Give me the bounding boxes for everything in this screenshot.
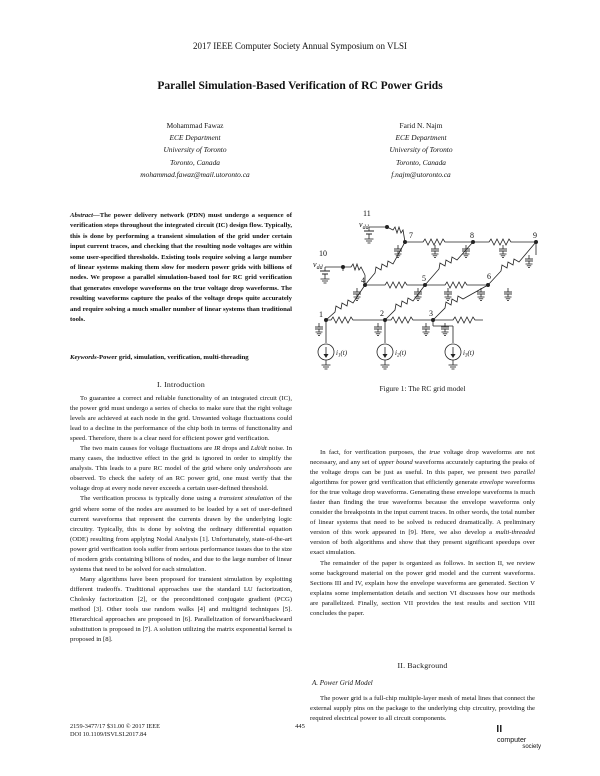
author-block-1	[85, 120, 305, 181]
capacitor	[422, 323, 430, 336]
author-name: Farid N. Najm	[399, 121, 443, 130]
text-run: multi-threaded	[495, 529, 535, 537]
author-email: mohammad.fawaz@mail.utoronto.ca	[140, 169, 250, 179]
node-label: 2	[380, 309, 384, 318]
vdd-label	[313, 260, 324, 271]
text-run: envelope	[479, 479, 504, 487]
vdd-symbol: v	[359, 220, 363, 229]
text-run: The two main causes for voltage fluctuations are	[80, 445, 215, 453]
text-run: transient simulation	[218, 495, 274, 503]
text-run: algorithms for power grid verification that efficiently generate	[310, 479, 480, 487]
doi-line: DOI 10.1109/ISVLSI.2017.84	[70, 731, 147, 739]
author-name: Mohammad Fawaz	[166, 121, 224, 130]
source-arg: (t)	[399, 349, 407, 357]
abstract-label: Abstract	[70, 212, 94, 219]
computer-society-logo	[497, 719, 541, 750]
copyright-line: 2159-3477/17 $31.00 © 2017 IEEE	[70, 723, 160, 730]
author-dept: ECE Department	[169, 133, 221, 143]
resistor	[433, 285, 488, 320]
text-run: In fact, for verification purposes, the	[320, 449, 430, 456]
figure-caption: Figure 1: The RC grid model	[379, 384, 466, 393]
keywords	[70, 353, 292, 363]
resistor	[433, 317, 483, 323]
vdd-symbol: v	[313, 260, 317, 269]
introduction-body	[70, 394, 292, 645]
grid-node	[403, 240, 407, 244]
author-university: University of Toronto	[163, 145, 227, 155]
logo-text: computer	[497, 737, 527, 744]
author-email: f.najm@utoronto.ca	[391, 169, 451, 179]
resistor	[473, 239, 536, 245]
paragraph	[70, 444, 292, 494]
capacitor	[374, 323, 382, 336]
right-column-body	[310, 448, 535, 619]
capacitor	[525, 255, 533, 268]
node-label: 5	[422, 274, 426, 283]
grid-node	[423, 283, 427, 287]
paragraph: The remainder of the paper is organized as follows. In section II, we review some background material on the power grid model and the current waveforms. Sections III and IV, explain how the envelope waveforms are generated. Section V explains some implementation details and section VI discusses how our methods are parallelized. Finally, section VII provides the test results and section VIII concludes the paper.	[310, 559, 535, 617]
source-subscript: 1	[337, 353, 341, 359]
text-run: voltage drop waveforms are not necessary, and any set of	[310, 449, 535, 467]
paragraph: To guarantee a correct and reliable functionality of an integrated circuit (IC), the power grid must undergo a series of checks to make sure that the right voltage levels are achieved at each node in the grid. Unwanted voltage fluctuations could lead to a decline in the performance of the chip both in terms of functionality and speed. Therefore, there is a clear need for efficient power grid verification.	[70, 395, 292, 443]
node-label: 8	[470, 231, 474, 240]
source-label	[395, 349, 407, 359]
resistor	[343, 264, 365, 275]
text-run: version of both algorithms and show that they present significant speedups over exact simulation.	[310, 539, 535, 557]
text-run: true	[429, 449, 441, 456]
capacitor	[504, 288, 512, 301]
rc-grid-figure	[305, 205, 545, 383]
node-label: 4	[361, 276, 365, 285]
capacitor	[394, 245, 402, 258]
source-arg: (t)	[467, 349, 475, 357]
resistor	[405, 239, 473, 245]
resistor	[425, 282, 488, 288]
abstract-text: —The power delivery network (PDN) must undergo a sequence of verification steps throughout the integrated circuit (IC) design flow. Typically, this is done by performing a transient simulation of the grid under certain input current traces, and checking that the resulting node voltages are within some user-specified thresholds. Existing tools require solving a large number of linear systems making them slow for modern power grids with billions of nodes. We propose a parallel simulation-based tool for RC grid verification that generates envelope waveforms on the true voltage drop waveforms. The resulting waveforms capture the peaks of the voltage drops quite accurately and require solving a much smaller number of linear systems than traditional tools.	[70, 212, 292, 324]
node-label: 7	[409, 231, 413, 240]
resistor	[365, 282, 425, 288]
node-label: 1	[319, 310, 323, 319]
text-run: parallel	[513, 469, 535, 477]
paper-title: Parallel Simulation-Based Verification of RC Power Grids	[157, 80, 443, 92]
section-heading-background: II. Background	[397, 661, 448, 670]
resistor	[387, 227, 405, 242]
author-university: University of Toronto	[389, 145, 453, 155]
text-run: of the grid where some of the nodes are assumed to be loaded by a set of user-defined current waveforms that represent the currents drawn by the underlying logic circuitry. Typically, this is done by solving the ordinary differential equation (ODE) resulting from applying Nodal Analysis [1]. Unfortunately, state-of-the-art power grid verification tools suffer from serious performance issues due to the size of modern grids containing billions of nodes, and due to the large number of linear systems that need to be solved for each simulation.	[70, 495, 292, 573]
author-dept: ECE Department	[395, 133, 447, 143]
vdd-subscript: dd	[362, 225, 369, 231]
node-label: 10	[319, 249, 327, 258]
conference-header: 2017 IEEE Computer Society Annual Symposium on VLSI	[192, 41, 408, 51]
text-run: waveforms accurately capturing the peaks of the voltage drops can be just as useful. In this paper, we present two	[310, 459, 535, 477]
vdd-label	[359, 220, 370, 231]
grid-node	[534, 240, 538, 244]
source-subscript: 3	[464, 353, 468, 359]
text-run: drops and	[220, 445, 251, 453]
source-labels	[336, 349, 475, 359]
node-label: 6	[487, 272, 491, 281]
capacitor	[431, 245, 439, 258]
capacitor	[441, 323, 449, 336]
page-number: 445	[295, 723, 305, 730]
author-city: Toronto, Canada	[170, 157, 220, 167]
section-heading-introduction: I. Introduction	[156, 380, 206, 389]
author-city: Toronto, Canada	[396, 157, 446, 167]
text-run: The verification process is typically done using a	[80, 495, 219, 503]
text-run: IR	[214, 445, 221, 453]
grid-node	[471, 240, 475, 244]
keywords-text: -Power grid, simulation, verification, multi-threading	[96, 354, 249, 361]
source-label	[336, 349, 348, 359]
abstract	[70, 211, 292, 325]
node-label: 11	[363, 209, 371, 218]
vdd-subscript: dd	[316, 265, 323, 271]
source-arg: (t)	[340, 349, 348, 357]
resistor	[385, 285, 425, 320]
resistor	[326, 285, 365, 320]
capacitor	[353, 288, 361, 301]
paragraph: Many algorithms have been proposed for transient simulation by exploiting different tradeoffs. Traditional approaches use the standard LU factorization, Cholesky factorization [2], or the preconditioned conjugate gradient (PCG) method [3]. Other tools use random walks [4] and multigrid techniques [5]. Hierarchical approaches are proposed in [6]. Parallelization of forward/backward substitution is proposed in [7]. A solution utilizing the matrix exponential kernel is proposed in [8].	[70, 575, 292, 644]
vdd-labels	[313, 220, 370, 271]
text-run: waveforms for the true voltage drop waveforms. Generating these envelope waveforms is much faster than finding the true waveforms because the envelope waveforms only consider the breakpoints in the input current traces. In other words, the total number of linear systems that need to be solved is reduced dramatically. A preliminary version of this work appeared in [9]. Here, we also develop a	[310, 479, 535, 537]
source-symbol: i	[336, 349, 338, 357]
text-run: upper bound	[378, 459, 413, 467]
text-run: are observed. To check the safety of an RC power grid, one must verify that the voltage drop at every node never exceeds a certain user-defined threshold.	[70, 465, 292, 493]
text-run: undershoots	[248, 465, 282, 473]
keywords-label: Keywords	[70, 354, 97, 361]
vdd-source-10	[320, 267, 343, 283]
paragraph: The power grid is a full-chip multiple-layer mesh of metal lines that connect the external supply pins on the package to the underlying chip circuitry, providing the required electrical power to all circuit components.	[310, 695, 535, 723]
capacitor	[477, 288, 485, 301]
ieee-mark-icon	[497, 725, 507, 732]
paragraph	[70, 494, 292, 574]
resistor	[326, 317, 385, 323]
grid-node	[486, 283, 490, 287]
source-symbol: i	[463, 349, 465, 357]
resistor	[385, 317, 433, 323]
source-subscript: 2	[396, 353, 400, 359]
author-block-2	[311, 120, 531, 181]
logo-text: society	[522, 744, 541, 750]
capacitor	[499, 245, 507, 258]
node-label: 9	[533, 231, 537, 240]
capacitor	[444, 288, 452, 301]
node-label: 3	[429, 309, 433, 318]
source-symbol: i	[395, 349, 397, 357]
capacitor	[315, 323, 323, 336]
paragraph	[310, 448, 535, 559]
text-run: Ldi/dt	[250, 445, 267, 453]
source-label	[463, 349, 475, 359]
resistor	[365, 242, 405, 285]
subsection-heading: A. Power Grid Model	[312, 679, 373, 687]
text-run: noise. In many cases, the inductive effect in the grid is ignored in order to simplify the analysis. This leads to a pure RC model of the grid where only	[70, 445, 292, 473]
